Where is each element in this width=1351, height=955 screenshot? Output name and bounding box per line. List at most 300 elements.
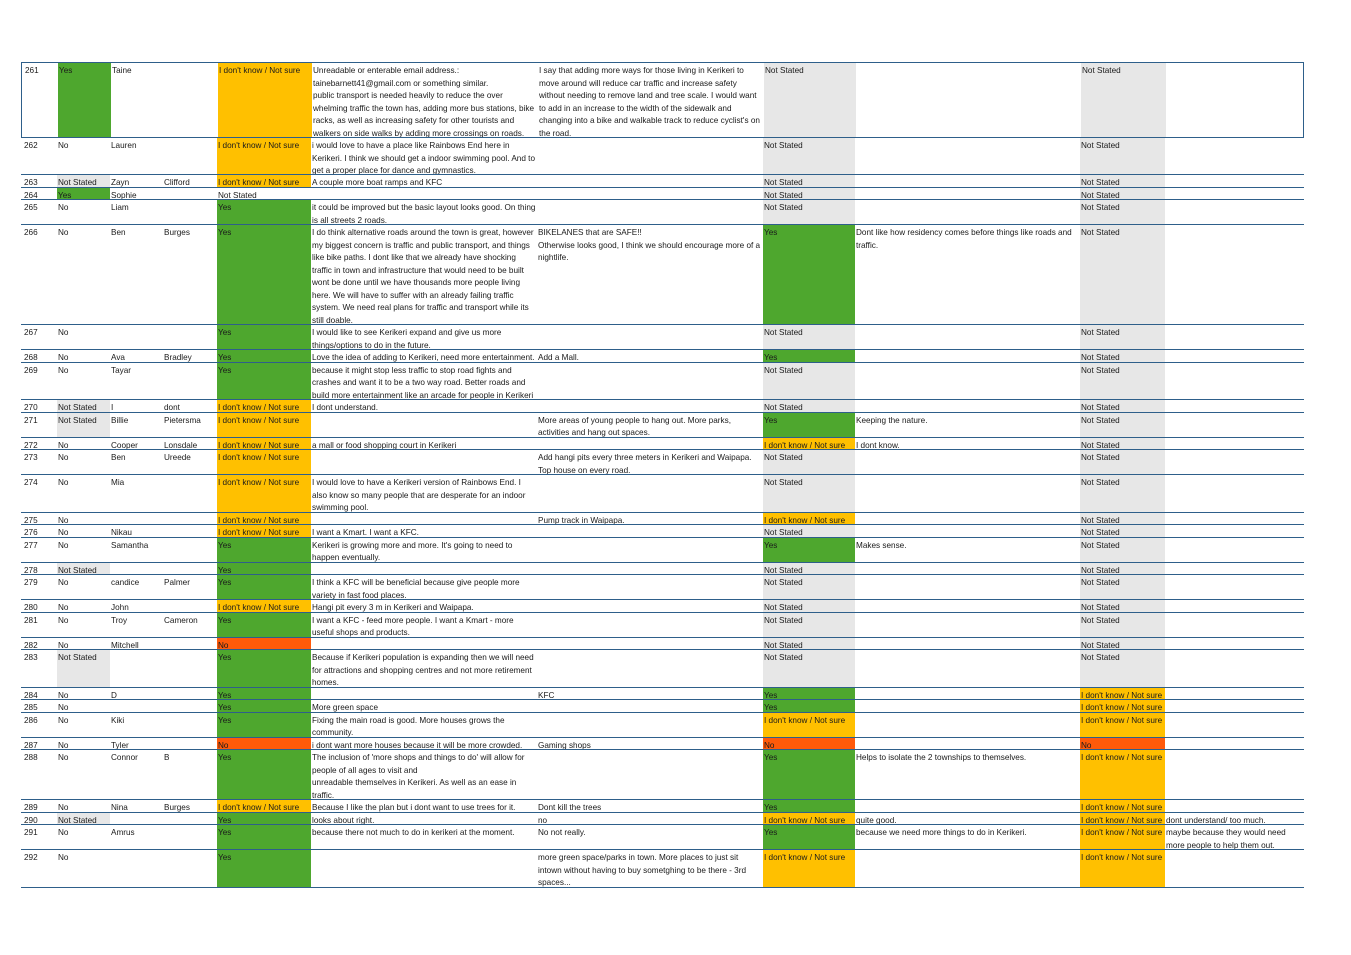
- first-name-cell: [110, 700, 165, 712]
- support-cell: Yes: [217, 363, 311, 400]
- last-name-cell: Ureede: [164, 453, 191, 462]
- support-cell: Yes: [217, 825, 311, 849]
- last-name-cell: Lonsdale: [164, 440, 198, 449]
- first-name-cell: [110, 513, 165, 525]
- table-row: [21, 175, 1304, 188]
- row-number-cell: 285: [24, 703, 38, 712]
- preference-comment-cell: [1165, 475, 1304, 512]
- table-row: [21, 475, 1304, 513]
- row-number-cell: 272: [24, 440, 38, 449]
- comment-cell: Kerikeri is growing more and more. It's going to need to happen eventually.: [312, 540, 513, 562]
- suggestion-cell: [537, 175, 763, 187]
- comment-cell: a mall or food shopping court in Kerikeri: [312, 440, 457, 449]
- row-number-cell: 284: [24, 690, 38, 699]
- comment-cell: because there not much to do in kerikeri at the moment.: [312, 828, 515, 837]
- preference-comment-cell: [1165, 138, 1304, 174]
- rating-cell: Not Stated: [763, 175, 855, 187]
- support-cell: Not Stated: [218, 190, 257, 199]
- preference-comment-cell: [1165, 188, 1304, 200]
- last-name-cell: [163, 850, 218, 887]
- last-name-cell: [163, 538, 218, 562]
- response-cell: No: [58, 740, 69, 749]
- preference-cell: I don't know / Not sure: [1080, 825, 1165, 849]
- table-row: [21, 613, 1304, 638]
- rating-comment-cell: [855, 688, 1080, 700]
- response-cell: Not Stated: [57, 400, 110, 412]
- last-name-cell: [163, 650, 218, 687]
- row-number-cell: 266: [24, 228, 38, 237]
- row-number-cell: 268: [24, 353, 38, 362]
- support-cell: I don't know / Not sure: [217, 513, 311, 525]
- first-name-cell: Mia: [111, 478, 125, 487]
- last-name-cell: [163, 738, 218, 750]
- last-name-cell: [163, 325, 218, 349]
- suggestion-cell: [537, 563, 763, 575]
- preference-cell: No: [1080, 738, 1165, 750]
- first-name-cell: Amrus: [111, 828, 135, 837]
- preference-cell: Not Stated: [1080, 438, 1165, 450]
- support-cell: Yes: [217, 688, 311, 700]
- suggestion-cell: [537, 613, 763, 637]
- comment-cell: The inclusion of 'more shops and things to do' will allow for people of all ages to visit and unreadable themselves in Kerikeri. As well as an ease in traffic.: [312, 753, 525, 799]
- table-row: [21, 513, 1304, 526]
- preference-comment-cell: [1166, 63, 1305, 137]
- first-name-cell: D: [111, 690, 117, 699]
- rating-cell: Yes: [763, 688, 855, 700]
- rating-cell: Not Stated: [763, 575, 855, 599]
- rating-comment-cell: [855, 450, 1080, 474]
- comment-cell: [311, 413, 537, 437]
- suggestion-cell: More areas of young people to hang out. More parks, activities and hang out spaces.: [538, 415, 731, 437]
- rating-cell: Not Stated: [763, 188, 855, 200]
- comment-cell: because it might stop less traffic to stop road fights and crashes and want it to be a two way road. Better roads and build more entertainment like an arcade for people in Kerikeri: [312, 365, 534, 399]
- preference-cell: Not Stated: [1080, 225, 1165, 324]
- rating-comment-cell: [855, 200, 1080, 224]
- rating-cell: Yes: [763, 413, 855, 437]
- response-cell: No: [58, 540, 69, 550]
- rating-cell: Yes: [763, 350, 855, 362]
- suggestion-cell: BIKELANES that are SAFE!! Otherwise looks good, I think we should encourage more of a nightlife.: [538, 228, 761, 262]
- last-name-cell: [163, 813, 218, 825]
- first-name-cell: [110, 650, 165, 687]
- support-cell: I don't know / Not sure: [217, 400, 311, 412]
- support-cell: Yes: [217, 713, 311, 737]
- suggestion-cell: [537, 575, 763, 599]
- rating-comment-cell: [855, 475, 1080, 512]
- last-name-cell: Cameron: [164, 615, 198, 625]
- response-cell: No: [58, 365, 69, 375]
- suggestion-cell: [537, 525, 763, 537]
- response-cell: No: [58, 853, 69, 862]
- row-number-cell: 292: [24, 853, 38, 862]
- comment-cell: I want a Kmart. I want a KFC.: [312, 528, 419, 537]
- suggestion-cell: [537, 363, 763, 400]
- last-name-cell: Burges: [164, 803, 190, 812]
- last-name-cell: [163, 513, 218, 525]
- response-cell: Not Stated: [57, 650, 110, 687]
- rating-comment-cell: [855, 650, 1080, 687]
- response-cell: Not Stated: [57, 175, 110, 187]
- rating-comment-cell: [855, 175, 1080, 187]
- first-name-cell: Kiki: [111, 715, 125, 725]
- row-number-cell: 282: [24, 640, 38, 649]
- rating-cell: Yes: [763, 825, 855, 849]
- preference-comment-cell: [1165, 650, 1304, 687]
- suggestion-cell: [537, 650, 763, 687]
- preference-cell: Not Stated: [1080, 350, 1165, 362]
- support-cell: Yes: [217, 750, 311, 799]
- preference-comment-cell: [1165, 638, 1304, 650]
- response-cell: No: [58, 615, 69, 625]
- table-row: [21, 850, 1304, 888]
- first-name-cell: Connor: [111, 753, 138, 762]
- comment-cell: I would like to see Kerikeri expand and give us more things/options to do in the future.: [312, 328, 502, 349]
- comment-cell: [311, 188, 537, 200]
- response-cell: No: [58, 703, 69, 712]
- last-name-cell: Clifford: [164, 178, 190, 187]
- preference-comment-cell: [1165, 450, 1304, 474]
- preference-comment-cell: [1165, 200, 1304, 224]
- support-cell: Yes: [217, 538, 311, 562]
- last-name-cell: [163, 688, 218, 700]
- rating-cell: I don't know / Not sure: [763, 513, 855, 525]
- row-number-cell: 270: [24, 403, 38, 412]
- preference-comment-cell: [1165, 400, 1304, 412]
- preference-cell: Not Stated: [1080, 450, 1165, 474]
- preference-comment-cell: dont understand/ too much.: [1166, 815, 1266, 824]
- preference-comment-cell: [1165, 800, 1304, 812]
- suggestion-cell: Add a Mall.: [538, 353, 579, 362]
- rating-comment-cell: because we need more things to do in Kerikeri.: [856, 828, 1027, 837]
- table-row: [21, 538, 1304, 563]
- table-row: [21, 188, 1304, 201]
- preference-cell: I don't know / Not sure: [1080, 700, 1165, 712]
- response-cell: No: [58, 141, 69, 150]
- first-name-cell: candice: [111, 578, 140, 587]
- preference-comment-cell: [1165, 850, 1304, 887]
- comment-cell: I would love to have a Kerikeri version of Rainbows End. I also know so many people that are desperate for an indoor swimming pool.: [312, 478, 526, 512]
- last-name-cell: Pietersma: [164, 415, 201, 425]
- table-row: [21, 575, 1304, 600]
- suggestion-cell: more green space/parks in town. More places to just sit intown without having to buy sometghing to be there - 3rd spaces...: [538, 853, 746, 887]
- response-cell: No: [58, 328, 69, 337]
- last-name-cell: [163, 713, 218, 737]
- preference-comment-cell: [1165, 738, 1304, 750]
- suggestion-cell: No not really.: [538, 828, 586, 837]
- preference-comment-cell: [1165, 525, 1304, 537]
- response-cell: No: [58, 753, 69, 762]
- rating-cell: I don't know / Not sure: [763, 813, 855, 825]
- rating-cell: Not Stated: [763, 600, 855, 612]
- row-number-cell: 277: [24, 540, 38, 550]
- first-name-cell: Tayar: [111, 365, 132, 375]
- rating-cell: Not Stated: [763, 613, 855, 637]
- preference-cell: I don't know / Not sure: [1080, 813, 1165, 825]
- rating-cell: I don't know / Not sure: [763, 438, 855, 450]
- rating-comment-cell: Dont like how residency comes before things like roads and traffic.: [856, 228, 1072, 250]
- comment-cell: Because if Kerikeri population is expanding then we will need for attractions and shopping centres and not more retirement homes.: [312, 653, 534, 687]
- comment-cell: I do think alternative roads around the town is great, however my biggest concern is traffic and public transport, and things like bike paths. I dont like that we already have shocking traffic in town and infrastructure that would need to be built wont be done until we have thousands more people living here. We will have to suffer with an already failing traffic system. We need real plans for traffic and transport while its still doable.: [312, 228, 534, 324]
- preference-cell: Not Stated: [1080, 363, 1165, 400]
- table-row: [21, 200, 1304, 225]
- last-name-cell: [163, 138, 218, 174]
- preference-comment-cell: [1165, 713, 1304, 737]
- rating-comment-cell: [855, 400, 1080, 412]
- table-row: [21, 650, 1304, 688]
- row-number-cell: 273: [24, 453, 38, 462]
- rating-comment-cell: [855, 600, 1080, 612]
- comment-cell: Unreadable or enterable email address.: tainebarnett41@gmail.com or something similar. public transport is needed heavily to reduce the over whelming traffic the town has, adding more bus stations, bike racks, as well as increasing safety for other tourists and walkers on side walks by adding more crossings on roads.: [313, 66, 535, 137]
- row-number-cell: 274: [24, 478, 38, 487]
- comment-cell: [311, 563, 537, 575]
- response-cell: No: [58, 203, 69, 212]
- preference-comment-cell: [1165, 575, 1304, 599]
- last-name-cell: [163, 200, 218, 224]
- comment-cell: I want a KFC - feed more people. I want a Kmart - more useful shops and products.: [312, 615, 514, 637]
- comment-cell: [311, 638, 537, 650]
- suggestion-cell: [537, 750, 763, 799]
- last-name-cell: [163, 638, 218, 650]
- response-cell: No: [58, 715, 69, 725]
- rating-cell: Not Stated: [763, 525, 855, 537]
- table-row: [21, 525, 1304, 538]
- rating-comment-cell: [855, 513, 1080, 525]
- table-row: [21, 825, 1304, 850]
- table-row: [21, 750, 1304, 800]
- first-name-cell: Troy: [111, 615, 128, 625]
- response-cell: No: [58, 690, 69, 699]
- rating-comment-cell: Helps to isolate the 2 townships to themselves.: [856, 753, 1027, 762]
- first-name-cell: Billie: [111, 415, 129, 425]
- row-number-cell: 281: [24, 615, 38, 625]
- rating-comment-cell: [855, 350, 1080, 362]
- first-name-cell: Taine: [112, 66, 132, 75]
- support-cell: Yes: [217, 200, 311, 224]
- row-number-cell: 265: [24, 203, 38, 212]
- response-cell: Yes: [57, 188, 110, 200]
- support-cell: Yes: [217, 575, 311, 599]
- support-cell: I don't know / Not sure: [217, 175, 311, 187]
- rating-comment-cell: [855, 188, 1080, 200]
- preference-cell: Not Stated: [1080, 325, 1165, 349]
- first-name-cell: Mitchell: [111, 640, 139, 649]
- support-cell: I don't know / Not sure: [217, 525, 311, 537]
- row-number-cell: 287: [24, 740, 38, 749]
- rating-cell: Yes: [763, 538, 855, 562]
- response-cell: No: [58, 603, 69, 612]
- row-number-cell: 288: [24, 753, 38, 762]
- support-cell: Yes: [217, 813, 311, 825]
- rating-cell: Not Stated: [764, 63, 856, 137]
- rating-cell: I don't know / Not sure: [763, 713, 855, 737]
- last-name-cell: [163, 525, 218, 537]
- support-cell: I don't know / Not sure: [217, 450, 311, 474]
- response-cell: No: [58, 803, 69, 812]
- response-cell: No: [58, 353, 69, 362]
- support-cell: I don't know / Not sure: [217, 800, 311, 812]
- last-name-cell: [163, 700, 218, 712]
- first-name-cell: Ava: [111, 353, 125, 362]
- rating-cell: Not Stated: [763, 450, 855, 474]
- first-name-cell: [110, 563, 165, 575]
- rating-comment-cell: Keeping the nature.: [856, 415, 928, 425]
- last-name-cell: [163, 600, 218, 612]
- row-number-cell: 290: [24, 815, 38, 824]
- support-cell: Yes: [217, 350, 311, 362]
- table-row: [21, 438, 1304, 451]
- comment-cell: [311, 688, 537, 700]
- table-row: [21, 450, 1304, 475]
- suggestion-cell: [537, 700, 763, 712]
- suggestion-cell: [537, 538, 763, 562]
- rating-cell: Not Stated: [763, 400, 855, 412]
- table-row: [21, 813, 1304, 826]
- table-row: [21, 363, 1304, 401]
- support-cell: I don't know / Not sure: [217, 600, 311, 612]
- preference-cell: I don't know / Not sure: [1080, 850, 1165, 887]
- rating-cell: I don't know / Not sure: [763, 850, 855, 887]
- preference-comment-cell: [1165, 688, 1304, 700]
- preference-comment-cell: [1165, 750, 1304, 799]
- response-cell: Not Stated: [57, 563, 110, 575]
- comment-cell: I dont understand.: [312, 403, 379, 412]
- last-name-cell: [163, 563, 218, 575]
- rating-comment-cell: Makes sense.: [856, 540, 907, 550]
- support-cell: I don't know / Not sure: [217, 138, 311, 174]
- suggestion-cell: Pump track in Waipapa.: [538, 515, 625, 524]
- response-cell: No: [58, 440, 69, 449]
- last-name-cell: Bradley: [164, 353, 192, 362]
- comment-cell: i dont want more houses because it will be more crowded.: [312, 740, 523, 749]
- response-cell: No: [58, 640, 69, 649]
- comment-cell: I think a KFC will be beneficial because give people more variety in fast food places.: [312, 578, 520, 599]
- response-cell: No: [58, 453, 69, 462]
- suggestion-cell: KFC: [538, 690, 555, 699]
- preference-cell: Not Stated: [1080, 563, 1165, 575]
- rating-cell: Not Stated: [763, 325, 855, 349]
- table-row: [21, 325, 1304, 350]
- preference-comment-cell: [1165, 538, 1304, 562]
- response-cell: No: [58, 828, 69, 837]
- first-name-cell: Sophie: [111, 190, 137, 199]
- table-row: [21, 638, 1304, 651]
- comment-cell: A couple more boat ramps and KFC: [312, 178, 443, 187]
- rating-cell: Not Stated: [763, 475, 855, 512]
- preference-comment-cell: [1165, 225, 1304, 324]
- table-row: [21, 62, 1304, 138]
- preference-cell: I don't know / Not sure: [1080, 713, 1165, 737]
- table-row: [21, 413, 1304, 438]
- comment-cell: looks about right.: [312, 815, 375, 824]
- support-cell: I don't know / Not sure: [218, 63, 312, 137]
- rating-cell: Not Stated: [763, 638, 855, 650]
- suggestion-cell: [537, 475, 763, 512]
- rating-comment-cell: [855, 800, 1080, 812]
- comment-cell: i would love to have a place like Rainbows End here in Kerikeri. I think we should get a indoor swimming pool. And to get a proper place for dance and gymnastics.: [312, 141, 535, 174]
- first-name-cell: Samantha: [111, 540, 149, 550]
- response-cell: No: [58, 528, 69, 537]
- support-cell: Yes: [217, 613, 311, 637]
- row-number-cell: 264: [24, 190, 38, 199]
- suggestion-cell: [537, 400, 763, 412]
- rating-comment-cell: [855, 325, 1080, 349]
- support-cell: I don't know / Not sure: [217, 413, 311, 437]
- table-row: [21, 738, 1304, 751]
- preference-comment-cell: [1165, 438, 1304, 450]
- row-number-cell: 278: [24, 565, 38, 574]
- row-number-cell: 262: [24, 141, 38, 150]
- preference-cell: Not Stated: [1080, 575, 1165, 599]
- preference-cell: I don't know / Not sure: [1080, 800, 1165, 812]
- rating-cell: Not Stated: [763, 138, 855, 174]
- rating-cell: Not Stated: [763, 650, 855, 687]
- preference-comment-cell: [1165, 413, 1304, 437]
- first-name-cell: Zayn: [111, 178, 130, 187]
- last-name-cell: [163, 188, 218, 200]
- first-name-cell: [110, 325, 165, 349]
- comment-cell: [311, 513, 537, 525]
- suggestion-cell: [537, 138, 763, 174]
- first-name-cell: Lauren: [111, 141, 137, 150]
- response-cell: No: [58, 478, 69, 487]
- row-number-cell: 269: [24, 365, 38, 375]
- rating-comment-cell: [855, 563, 1080, 575]
- last-name-cell: dont: [164, 403, 180, 412]
- preference-cell: Not Stated: [1080, 613, 1165, 637]
- rating-comment-cell: I dont know.: [856, 440, 900, 449]
- rating-comment-cell: [855, 363, 1080, 400]
- support-cell: Yes: [217, 700, 311, 712]
- preference-comment-cell: [1165, 513, 1304, 525]
- response-cell: No: [58, 578, 69, 587]
- suggestion-cell: [537, 325, 763, 349]
- table-row: [21, 800, 1304, 813]
- preference-comment-cell: [1165, 363, 1304, 400]
- comment-cell: Because I like the plan but i dont want to use trees for it.: [312, 803, 516, 812]
- support-cell: Yes: [217, 563, 311, 575]
- preference-comment-cell: [1165, 350, 1304, 362]
- preference-cell: Not Stated: [1080, 175, 1165, 187]
- comment-cell: Love the idea of adding to Kerikeri, need more entertainment.: [312, 353, 535, 362]
- preference-comment-cell: [1165, 175, 1304, 187]
- preference-cell: Not Stated: [1080, 400, 1165, 412]
- row-number-cell: 283: [24, 653, 38, 662]
- rating-comment-cell: [855, 138, 1080, 174]
- suggestion-cell: Dont kill the trees: [538, 803, 602, 812]
- support-cell: Yes: [217, 850, 311, 887]
- response-cell: No: [58, 515, 69, 524]
- support-cell: Yes: [217, 325, 311, 349]
- preference-cell: Not Stated: [1080, 200, 1165, 224]
- preference-cell: Not Stated: [1080, 138, 1165, 174]
- support-cell: Yes: [217, 650, 311, 687]
- response-cell: Not Stated: [57, 813, 110, 825]
- response-cell: Not Stated: [57, 413, 110, 437]
- table-row: [21, 600, 1304, 613]
- rating-cell: Not Stated: [763, 363, 855, 400]
- suggestion-cell: [537, 713, 763, 737]
- rating-comment-cell: [855, 850, 1080, 887]
- row-number-cell: 267: [24, 328, 38, 337]
- first-name-cell: Ben: [111, 228, 126, 237]
- first-name-cell: Ben: [111, 453, 126, 462]
- comment-cell: Fixing the main road is good. More houses grows the community.: [312, 715, 505, 737]
- last-name-cell: [163, 825, 218, 849]
- table-row: [21, 700, 1304, 713]
- preference-cell: Not Stated: [1080, 600, 1165, 612]
- preference-cell: Not Stated: [1080, 538, 1165, 562]
- response-cell: No: [58, 228, 69, 237]
